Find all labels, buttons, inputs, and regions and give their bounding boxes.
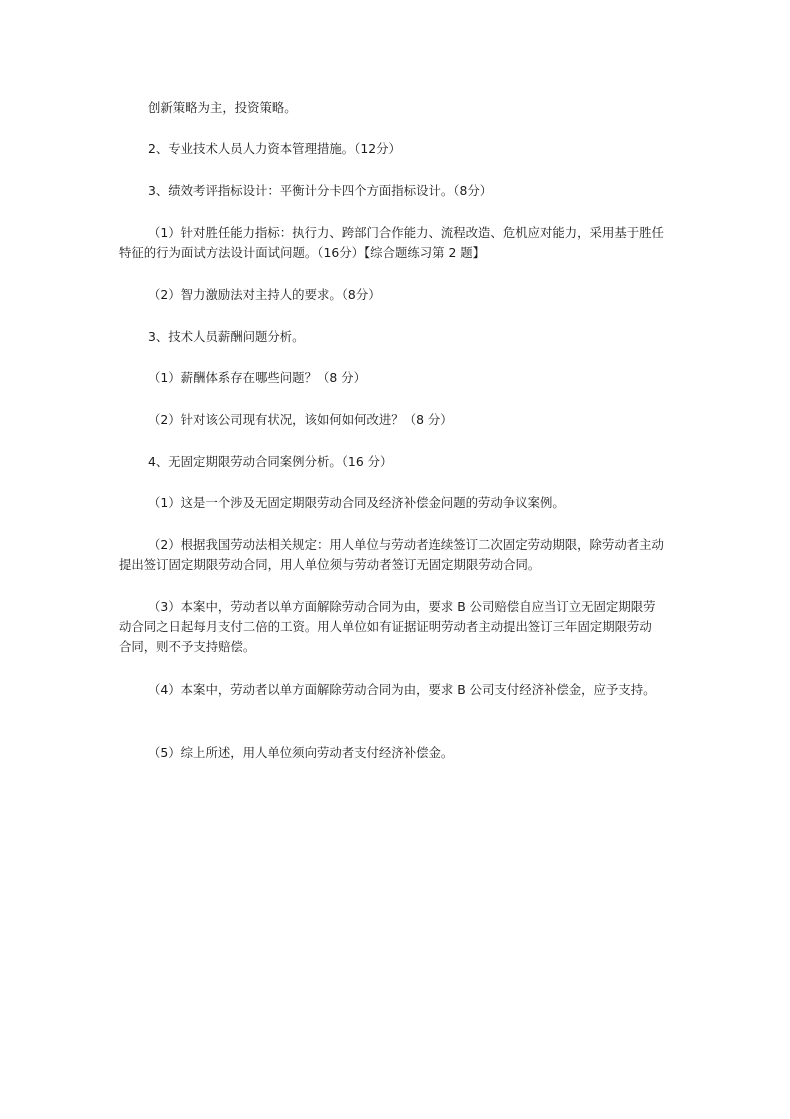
paragraph-section-2: 2、专业技术人员人力资本管理措施。（12分） — [148, 141, 401, 156]
paragraph-double-wage: （3）本案中，劳动者以单方面解除劳动合同为由，要求 B 公司赔偿自应当订立无固定期限劳动合同之日起每月支付二倍的工资。用人单位如有证据证明劳动者主动提出签订三年固定期限劳动合同，则不予支持赔偿。 — [119, 599, 656, 654]
paragraph-case-type: （1）这是一个涉及无固定期限劳动合同及经济补偿金问题的劳动争议案例。 — [148, 495, 565, 510]
paragraph-brainstorm-host: （2）智力激励法对主持人的要求。（8分） — [148, 287, 381, 302]
paragraph-compensation-claim: （4）本案中，劳动者以单方面解除劳动合同为由，要求 B 公司支付经济补偿金，应予支持。 — [148, 682, 656, 697]
paragraph-competency-indicators: （1）针对胜任能力指标：执行力、跨部门合作能力、流程改造、危机应对能力，采用基于胜任特征的行为面试方法设计面试问题。（16分）【综合题练习第 2 题】 — [119, 225, 664, 260]
paragraph-labor-law: （2）根据我国劳动法相关规定：用人单位与劳动者连续签订二次固定劳动期限，除劳动者主动提出签订固定期限劳动合同，用人单位须与劳动者签订无固定期限劳动合同。 — [119, 537, 664, 572]
paragraph-salary-problems: （1）薪酬体系存在哪些问题？（8 分） — [148, 370, 366, 385]
paragraph-strategy: 创新策略为主，投资策略。 — [148, 100, 297, 115]
paragraph-salary-improvement: （2）针对该公司现有状况，该如何如何改进？（8 分） — [148, 412, 453, 427]
paragraph-conclusion: （5）综上所述，用人单位须向劳动者支付经济补偿金。 — [148, 745, 454, 760]
paragraph-section-3-salary: 3、技术人员薪酬问题分析。 — [148, 329, 305, 344]
paragraph-section-4: 4、无固定期限劳动合同案例分析。（16 分） — [148, 454, 393, 469]
paragraph-section-3-performance: 3、绩效考评指标设计：平衡计分卡四个方面指标设计。（8分） — [148, 183, 493, 198]
